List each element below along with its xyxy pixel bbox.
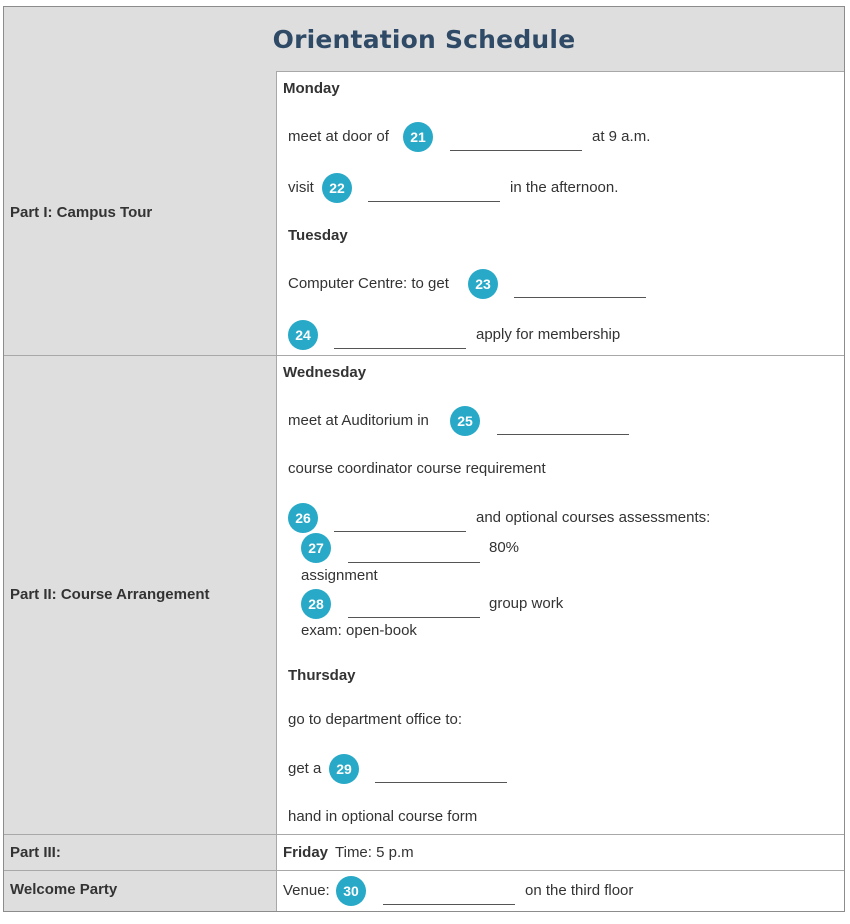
part2-label: Part II: Course Arrangement <box>10 586 210 603</box>
part2-label-cell <box>4 356 277 834</box>
part1-label: Part I: Campus Tour <box>10 204 153 221</box>
question-badge-21: 21 <box>403 122 433 152</box>
thursday-line3-text: hand in optional course form <box>288 808 478 825</box>
monday-line2-tail: in the afternoon. <box>510 179 619 196</box>
question-badge-25: 25 <box>450 406 480 436</box>
answer-blank-24[interactable] <box>334 348 466 349</box>
welcome-label-cell <box>4 871 277 911</box>
answer-blank-30[interactable] <box>383 904 515 905</box>
wednesday-line4-tail: 80% <box>489 539 520 556</box>
tuesday-line2-tail: apply for membership <box>476 326 621 343</box>
welcome-label: Welcome Party <box>10 881 118 898</box>
question-badge-23: 23 <box>468 269 498 299</box>
row-divider <box>4 834 844 835</box>
monday-heading: Monday <box>283 80 340 97</box>
monday-line2-text: visit <box>288 179 314 196</box>
wednesday-line5-text: assignment <box>301 567 378 584</box>
title-row <box>4 7 844 72</box>
part3-label: Part III: <box>10 844 61 861</box>
venue-label: Venue: <box>283 882 330 899</box>
answer-blank-25[interactable] <box>497 434 629 435</box>
thursday-heading: Thursday <box>288 667 356 684</box>
question-badge-22: 22 <box>322 173 352 203</box>
monday-line1-tail: at 9 a.m. <box>592 128 651 145</box>
answer-blank-21[interactable] <box>450 150 582 151</box>
question-badge-29: 29 <box>329 754 359 784</box>
answer-blank-23[interactable] <box>514 297 646 298</box>
question-badge-28: 28 <box>301 589 331 619</box>
orientation-schedule-table <box>3 6 845 912</box>
tuesday-line1-text: Computer Centre: to get <box>288 275 449 292</box>
wednesday-line3-tail: and optional courses assessments: <box>476 509 711 526</box>
page-title: Orientation Schedule <box>272 24 576 54</box>
wednesday-heading: Wednesday <box>283 364 367 381</box>
question-badge-26: 26 <box>288 503 318 533</box>
answer-blank-27[interactable] <box>348 562 480 563</box>
row-divider <box>4 355 844 356</box>
wednesday-line2-text: course coordinator course requirement <box>288 460 546 477</box>
monday-line1-text: meet at door of <box>288 128 389 145</box>
answer-blank-22[interactable] <box>368 201 500 202</box>
answer-blank-28[interactable] <box>348 617 480 618</box>
thursday-line2-text: get a <box>288 760 322 777</box>
tuesday-heading: Tuesday <box>288 227 348 244</box>
answer-blank-29[interactable] <box>375 782 507 783</box>
wednesday-line1-text: meet at Auditorium in <box>288 412 429 429</box>
friday-time: Time: 5 p.m <box>335 844 414 861</box>
venue-tail: on the third floor <box>525 882 634 899</box>
friday-heading: Friday <box>283 844 329 861</box>
wednesday-line6-tail: group work <box>489 595 564 612</box>
thursday-line1-text: go to department office to: <box>288 711 463 728</box>
question-badge-24: 24 <box>288 320 318 350</box>
wednesday-line7-text: exam: open-book <box>301 622 417 639</box>
question-badge-30: 30 <box>336 876 366 906</box>
question-badge-27: 27 <box>301 533 331 563</box>
part1-label-cell <box>4 71 277 355</box>
row-divider <box>4 870 844 871</box>
answer-blank-26[interactable] <box>334 531 466 532</box>
part3-label-cell <box>4 835 277 870</box>
